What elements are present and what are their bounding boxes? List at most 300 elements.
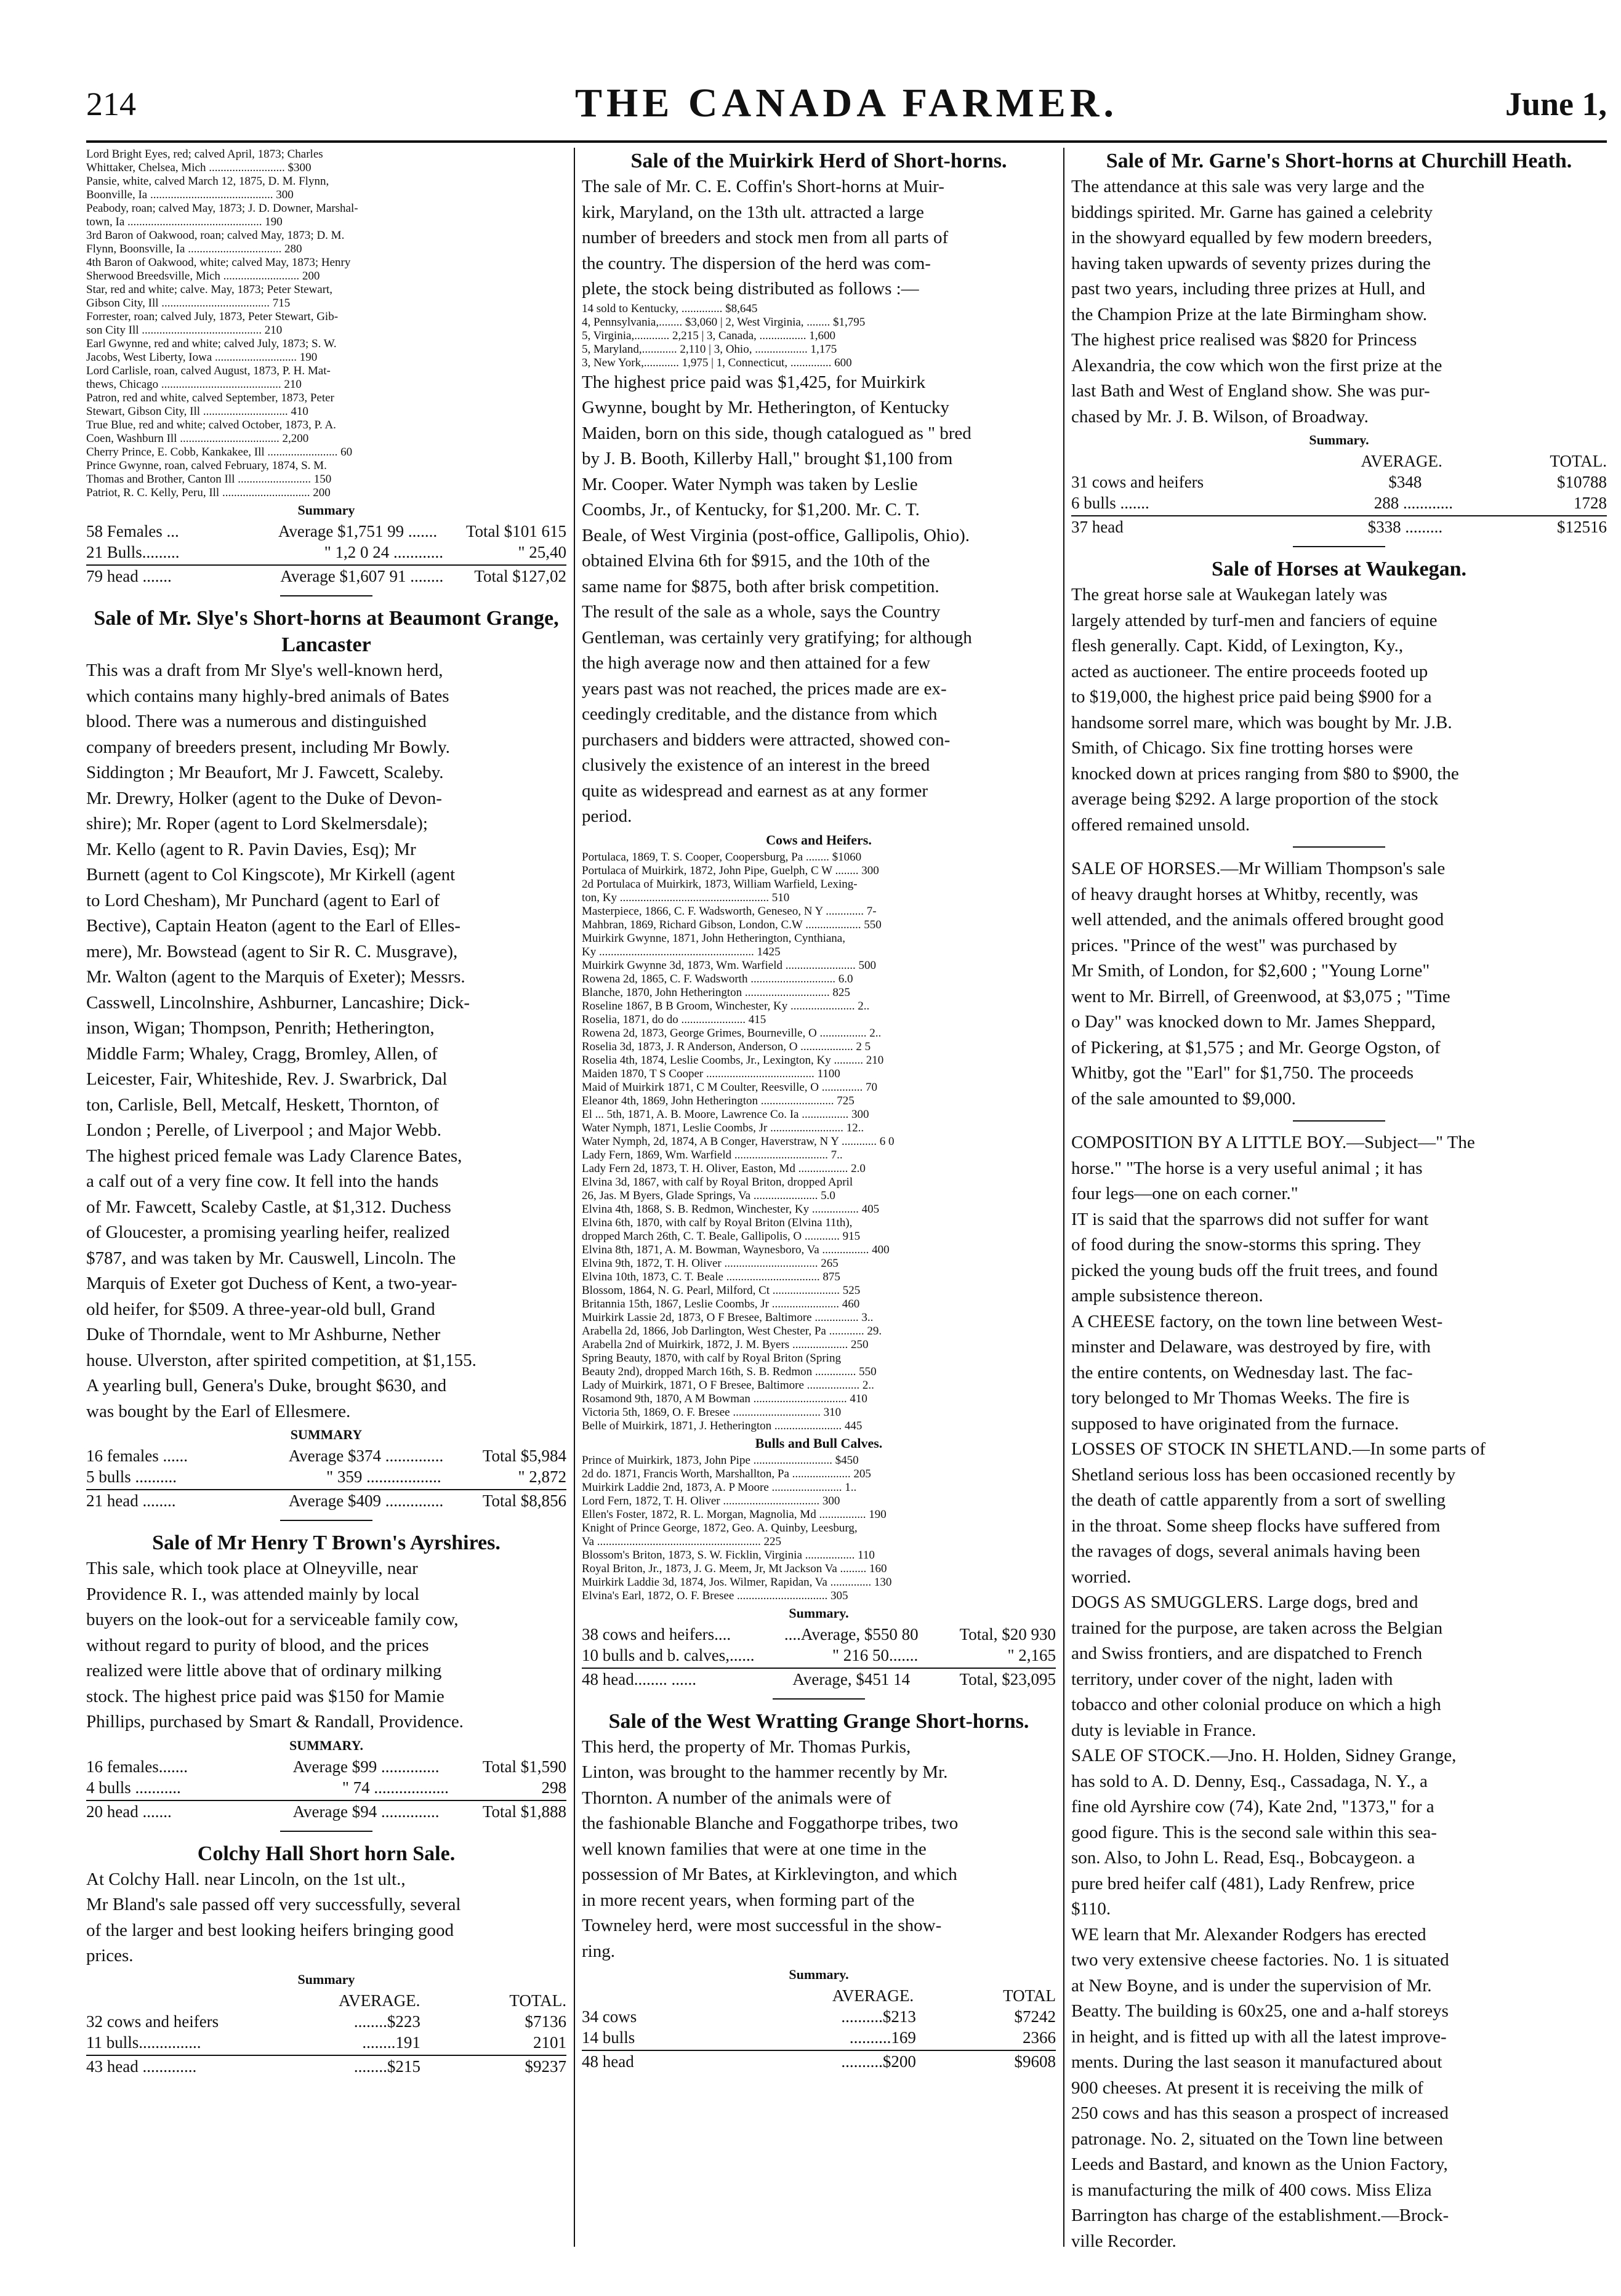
text-line: Pansie, white, calved March 12, 1875, D. M. Flynn, xyxy=(86,175,329,188)
text-line: 900 cheeses. At present it is receiving the milk of xyxy=(1071,2077,1423,2098)
text-line: to $19,000, the highest price paid being $900 for a xyxy=(1071,687,1432,707)
text-line: picked the young buds off the fruit trees, and found xyxy=(1071,1260,1438,1280)
article-body xyxy=(1071,856,1607,1112)
summary-row xyxy=(582,2006,1056,2027)
text-line: Sherwood Breedsville, Mich .......................... 200 xyxy=(86,270,320,283)
text-line: in more recent years, when forming part of the xyxy=(582,1890,915,1910)
text-line: Beauty 2nd), dropped March 16th, S. B. Redmon .............. 550 xyxy=(582,1365,877,1378)
text-line: Arabella 2nd of Muirkirk, 1872, J. M. Byers ................... 250 xyxy=(582,1338,869,1351)
text-line: Maid of Muirkirk 1871, C M Coulter, Reesville, O .............. 70 xyxy=(582,1080,878,1094)
text-line: knocked down at prices ranging from $80 to $900, the xyxy=(1071,763,1459,784)
summary-cell: $9608 xyxy=(1014,2052,1056,2071)
summary-cell: " 216 50....... xyxy=(832,1645,919,1664)
text-line: This herd, the property of Mr. Thomas Purkis, xyxy=(582,1736,911,1757)
text-line: Star, red and white; calve. May, 1873; Peter Stewart, xyxy=(86,283,333,296)
summary-cell: Total $8,856 xyxy=(482,1491,566,1510)
distribution-table xyxy=(582,302,1056,370)
column-rule xyxy=(574,148,575,2247)
text-line: Mr Smith, of London, for $2,600 ; "Young Lorne" xyxy=(1071,961,1430,981)
text-line: without regard to purity of blood, and the prices xyxy=(86,1635,429,1655)
text-line: Prince of Muirkirk, 1873, John Pipe ........................... $450 xyxy=(582,1453,859,1467)
summary-cell: Average $1,607 91 ........ xyxy=(280,567,444,585)
summary-cell: 48 head xyxy=(582,2052,634,2071)
text-line: Victoria 5th, 1869, O. F. Bresee .............................. 310 xyxy=(582,1405,842,1419)
text-line: Mr. Drewry, Holker (agent to the Duke of Devon- xyxy=(86,788,442,808)
text-line: town, Ia .............................................. 190 xyxy=(86,215,283,228)
text-line: dropped March 26th, C. T. Beale, Gallipolis, O ............ 915 xyxy=(582,1229,861,1243)
text-line: A yearling bull, Genera's Duke, brought $630, and xyxy=(86,1376,447,1395)
summary-cell: " 2,165 xyxy=(1007,1645,1056,1664)
text-line: COMPOSITION BY A LITTLE BOY.—Subject—" The xyxy=(1071,1133,1475,1152)
text-line: Thomas and Brother, Canton Ill ......................... 150 xyxy=(86,473,332,486)
newspaper-title: THE CANADA FARMER. xyxy=(575,81,1118,126)
text-line: same name for $875, both after brisk competition. xyxy=(582,576,939,596)
text-line: 4th Baron of Oakwood, white; calved May, 1873; Henry xyxy=(86,256,351,269)
text-line: fine old Ayrshire cow (74), Kate 2nd, "1373," for a xyxy=(1071,1797,1434,1816)
summary-cell: 21 head ........ xyxy=(86,1491,176,1510)
summary-cell: ..........169 xyxy=(849,2028,916,2047)
summary-cell: Total, $23,095 xyxy=(959,1669,1056,1688)
text-line: the high average now and then attained for a few xyxy=(582,653,931,673)
text-line: the death of cattle apparently from a sort of swelling xyxy=(1071,1490,1446,1510)
text-line: Thornton. A number of the animals were of xyxy=(582,1788,891,1808)
text-line: $110. xyxy=(1071,1899,1111,1919)
text-line: Leicester, Fair, Whiteshide, Rev. J. Swarbrick, Dal xyxy=(86,1069,448,1089)
summary-row xyxy=(86,2032,566,2053)
summary-cell: 4 bulls ........... xyxy=(86,1778,181,1797)
article-body xyxy=(1071,582,1607,838)
summary-cell: TOTAL. xyxy=(1550,452,1607,470)
text-line: Blanche, 1870, John Hetherington ............................. 825 xyxy=(582,985,850,999)
summary-cell: 288 ............ xyxy=(1374,494,1454,512)
summary-row xyxy=(86,1445,566,1466)
summary-cell: 5 bulls .......... xyxy=(86,1467,177,1486)
summary-cell: 1728 xyxy=(1573,494,1607,512)
article-body xyxy=(86,1867,566,1969)
summary-row xyxy=(86,2055,566,2077)
text-line: 14 sold to Kentucky, .............. $8,645 xyxy=(582,302,758,315)
text-line: Mr. Cooper. Water Nymph was taken by Leslie xyxy=(582,474,918,494)
text-line: realized were little above that of ordinary milking xyxy=(86,1661,442,1680)
text-line: Linton, was brought to the hammer recently by Mr. xyxy=(582,1762,948,1782)
section-title: Sale of Mr Henry T Brown's Ayrshires. xyxy=(152,1531,501,1554)
text-line: ville Recorder. xyxy=(1071,2231,1177,2251)
summary-cell: Total, $20 930 xyxy=(959,1624,1056,1644)
text-line: in the throat. Some sheep flocks have suffered from xyxy=(1071,1515,1441,1536)
text-line: Mr. Kello (agent to R. Pavin Davies, Esq); Mr xyxy=(86,839,416,859)
text-line: has sold to A. D. Denny, Esq., Cassadaga, N. Y., a xyxy=(1071,1771,1428,1791)
article-body xyxy=(582,174,1056,302)
text-line: Water Nymph, 2d, 1874, A B Conger, Haverstraw, N Y ............ 6 0 xyxy=(582,1134,895,1148)
text-line: quite as widespread and earnest as at any former xyxy=(582,781,928,801)
text-line: 4, Pennsylvania,........ $3,060 | 2, West Virginia, ........ $1,795 xyxy=(582,315,866,329)
text-line: Peabody, roan; calved May, 1873; J. D. Downer, Marshal- xyxy=(86,202,358,215)
text-line: Blossom, 1864, N. G. Pearl, Milford, Ct ....................... 525 xyxy=(582,1283,861,1297)
summary-row xyxy=(582,1645,1056,1666)
text-line: territory, under cover of the night, laden with xyxy=(1071,1669,1393,1689)
text-line: The highest price realised was $820 for Princess xyxy=(1071,330,1417,350)
text-line: Coen, Washburn Ill .................................. 2,200 xyxy=(86,432,309,445)
text-line: Ky ..................................................... 1425 xyxy=(582,945,781,958)
text-line: horse." "The horse is a very useful animal ; it has xyxy=(1071,1158,1423,1178)
text-line: pure bred heifer calf (481), Lady Renfrew, price xyxy=(1071,1873,1415,1893)
text-line: number of breeders and stock men from all parts of xyxy=(582,228,949,247)
summary-row xyxy=(86,1800,566,1822)
text-line: Smith, of Chicago. Six fine trotting horses were xyxy=(1071,738,1413,758)
section-divider xyxy=(86,1511,566,1530)
text-line: Gentleman, was certainly very gratifying; for although xyxy=(582,627,972,648)
text-line: flesh generally. Capt. Kidd, of Lexington, Ky., xyxy=(1071,636,1404,656)
text-line: average being $292. A large proportion of the stock xyxy=(1071,789,1439,809)
text-line: Elvina 10th, 1873, C. T. Beale ................................ 875 xyxy=(582,1270,840,1283)
text-line: o Day" was knocked down to Mr. James Sheppard, xyxy=(1071,1012,1436,1032)
text-line: This sale, which took place at Olneyville, near xyxy=(86,1559,418,1578)
text-line: Portulaca of Muirkirk, 1872, John Pipe, Guelph, C W ........ 300 xyxy=(582,864,879,877)
column-2 xyxy=(582,148,1056,2259)
text-line: Va ........................................................ 225 xyxy=(582,1535,782,1548)
text-line: Alexandria, the cow which won the first prize at the xyxy=(1071,355,1442,375)
text-line: Burnett (agent to Col Kingscote), Mr Kirkell (agent xyxy=(86,865,456,885)
section-title: Colchy Hall Short horn Sale. xyxy=(197,1842,456,1865)
text-line: patronage. No. 2, situated on the Town line between xyxy=(1071,2129,1443,2149)
text-line: of Mr. Fawcett, Scaleby Castle, at $1,312. Duchess xyxy=(86,1197,451,1217)
text-line: house. Ulverston, after spirited competition, at $1,155. xyxy=(86,1350,477,1370)
text-line: London ; Perelle, of Liverpool ; and Major Webb. xyxy=(86,1120,441,1140)
summary-title: Summary. xyxy=(789,1967,849,1982)
text-line: ton, Ky ................................................... 510 xyxy=(582,891,790,904)
text-line: SALE OF STOCK.—Jno. H. Holden, Sidney Grange, xyxy=(1071,1746,1457,1765)
text-line: Elvina 3d, 1867, with calf by Royal Briton, dropped April xyxy=(582,1175,853,1189)
text-line: Prince Gwynne, roan, calved February, 1874, S. M. xyxy=(86,459,327,472)
summary-cell: " 2,872 xyxy=(518,1467,566,1486)
text-line: Lady of Muirkirk, 1871, O F Bresee, Baltimore .................. 2.. xyxy=(582,1378,874,1392)
summary-cell: Average $1,751 99 ....... xyxy=(278,522,438,540)
summary-cell: " 359 .................. xyxy=(326,1467,441,1486)
text-line: two very extensive cheese factories. No. 1 is situated xyxy=(1071,1950,1449,1970)
text-line: stock. The highest price paid was $150 for Mamie xyxy=(86,1686,444,1706)
text-line: ments. During the last season it manufactured about xyxy=(1071,2052,1442,2072)
text-line: Stewart, Gibson City, Ill ............................. 410 xyxy=(86,405,308,418)
text-line: well attended, and the animals offered brought good xyxy=(1071,910,1444,929)
text-line: El ... 5th, 1871, A. B. Moore, Lawrence Co. Ia ................ 300 xyxy=(582,1107,869,1121)
text-line: Maiden 1870, T S Cooper ..................................... 1100 xyxy=(582,1067,840,1080)
text-line: Towneley herd, were most successful in the show- xyxy=(582,1916,942,1935)
text-line: 2d do. 1871, Francis Worth, Marshallton, Pa .................... 205 xyxy=(582,1467,871,1480)
page-header xyxy=(86,80,1607,138)
summary-cell: 37 head xyxy=(1071,518,1124,536)
summary-cell: AVERAGE. xyxy=(339,1991,420,2010)
section-divider xyxy=(1071,537,1607,556)
text-line: the fashionable Blanche and Foggathorpe tribes, two xyxy=(582,1813,959,1833)
text-line: Flynn, Boonsville, Ia ................................ 280 xyxy=(86,243,302,255)
summary-row xyxy=(86,542,566,563)
summary-table xyxy=(86,1990,566,2077)
summary-title: SUMMARY. xyxy=(289,1737,364,1753)
summary-table xyxy=(86,521,566,587)
text-line: largely attended by turf-men and fanciers of equine xyxy=(1071,610,1438,630)
text-line: of Pickering, at $1,575 ; and Mr. George Ogston, of xyxy=(1071,1037,1441,1058)
summary-cell: $7136 xyxy=(525,2012,566,2031)
text-line: Arabella 2d, 1866, Job Darlington, West Chester, Pa ............ 29. xyxy=(582,1324,882,1338)
cows-list xyxy=(582,851,1056,1433)
text-line: biddings spirited. Mr. Garne has gained a celebrity xyxy=(1071,202,1433,222)
summary-cell: 21 Bulls......... xyxy=(86,543,180,561)
text-line: SALE OF HORSES.—Mr William Thompson's sale xyxy=(1071,859,1446,878)
article-body xyxy=(86,1556,566,1735)
text-line: Bective), Captain Heaton (agent to the Earl of Elles- xyxy=(86,916,461,936)
text-line: Jacobs, West Liberty, Iowa ............................ 190 xyxy=(86,351,318,364)
summary-row xyxy=(86,1777,566,1798)
text-line: The result of the sale as a whole, says the Country xyxy=(582,602,941,622)
text-line: Rowena 2d, 1865, C. F. Wadsworth ............................. 6.0 xyxy=(582,972,853,985)
section-title: Sale of the Muirkirk Herd of Short-horns. xyxy=(630,150,1007,172)
text-line: Forrester, roan; calved July, 1873, Peter Stewart, Gib- xyxy=(86,310,339,323)
text-line: buyers on the look-out for a serviceable family cow, xyxy=(86,1610,459,1629)
section-divider xyxy=(1071,1112,1607,1130)
summary-table xyxy=(86,1756,566,1822)
text-line: Knight of Prince George, 1872, Geo. A. Quinby, Leesburg, xyxy=(582,1521,858,1535)
summary-cell: 34 cows xyxy=(582,2007,637,2026)
text-line: Mr Bland's sale passed off very successfully, several xyxy=(86,1895,461,1914)
text-line: The sale of Mr. C. E. Coffin's Short-horns at Muir- xyxy=(582,177,944,196)
text-line: possession of Mr Bates, at Kirklevington, and which xyxy=(582,1864,957,1884)
text-line: of food during the snow-storms this spring. They xyxy=(1071,1235,1422,1254)
text-line: Masterpiece, 1866, C. F. Wadsworth, Geneseo, N Y ............. 7- xyxy=(582,904,877,918)
text-line: offered remained unsold. xyxy=(1071,814,1250,835)
text-line: Earl Gwynne, red and white; calved July, 1873; S. W. xyxy=(86,337,337,350)
column-3 xyxy=(1071,148,1607,2259)
summary-cell: 20 head ....... xyxy=(86,1802,172,1821)
summary-cell: Total $1,888 xyxy=(482,1802,566,1821)
text-line: well known families that were at one time in the xyxy=(582,1839,927,1859)
summary-row xyxy=(86,521,566,542)
text-line: purchasers and bidders were attracted, showed con- xyxy=(582,729,951,750)
summary-row xyxy=(86,564,566,587)
text-line: Leeds and Bastard, and known as the Union Factory, xyxy=(1071,2154,1448,2174)
summary-cell: Average $374 .............. xyxy=(288,1447,444,1465)
text-line: inson, Wigan; Thompson, Penrith; Hetherington, xyxy=(86,1018,435,1038)
text-line: at New Boyne, and is under the supervision of Mr. xyxy=(1071,1975,1432,1996)
text-line: Mahbran, 1869, Richard Gibson, London, C.W ................... 550 xyxy=(582,918,882,931)
text-line: Elvina 8th, 1871, A. M. Bowman, Waynesboro, Va ................ 400 xyxy=(582,1243,890,1256)
text-line: Lady Fern, 1869, Wm. Warfield ................................ 7.. xyxy=(582,1148,843,1162)
text-line: Roselia 3d, 1873, J. R Anderson, Anderson, O .................. 2 5 xyxy=(582,1040,871,1053)
text-line: in the showyard equalled by few modern breeders, xyxy=(1071,228,1433,247)
text-line: chased by Mr. J. B. Wilson, of Broadway. xyxy=(1071,406,1369,427)
text-line: Whitby, got the "Earl" for $1,750. The proceeds xyxy=(1071,1063,1414,1083)
text-line: Providence R. I., was attended mainly by local xyxy=(86,1584,420,1604)
text-line: Elvina's Earl, 1872, O. F. Bresee ............................... 305 xyxy=(582,1589,848,1602)
summary-title: Summary. xyxy=(789,1605,849,1621)
header-rule xyxy=(86,140,1607,143)
text-line: years past was not reached, the prices made are ex- xyxy=(582,678,947,699)
text-line: went to Mr. Birrell, of Greenwood, at $3,075 ; "Time xyxy=(1071,986,1450,1006)
summary-cell: 10 bulls and b. calves,...... xyxy=(582,1645,755,1664)
text-line: the entire contents, on Wednesday last. The fac- xyxy=(1071,1362,1413,1383)
summary-row xyxy=(1071,472,1607,492)
text-line: 3rd Baron of Oakwood, roan; calved May, 1873; D. M. xyxy=(86,229,345,242)
summary-cell: $348 xyxy=(1388,473,1422,491)
section-divider xyxy=(86,587,566,605)
summary-cell: TOTAL xyxy=(1003,1986,1056,2005)
text-line: Belle of Muirkirk, 1871, J. Hetherington ....................... 445 xyxy=(582,1419,863,1432)
text-line: Water Nymph, 1871, Leslie Coombs, Jr ......................... 12.. xyxy=(582,1121,864,1134)
text-line: which contains many highly-bred animals of Bates xyxy=(86,686,449,706)
text-line: Gwynne, bought by Mr. Hetherington, of Kentucky xyxy=(582,398,949,417)
text-line: Boonville, Ia .......................................... 300 xyxy=(86,188,294,201)
issue-date: June 1, xyxy=(1505,86,1607,122)
text-line: At Colchy Hall. near Lincoln, on the 1st ult., xyxy=(86,1869,406,1889)
summary-cell: $338 ......... xyxy=(1367,518,1443,536)
text-line: Rosamond 9th, 1870, A M Bowman ................................ 410 xyxy=(582,1392,867,1405)
text-line: mere), Mr. Bowstead (agent to Sir R. C. Musgrave), xyxy=(86,941,458,961)
text-line: ample subsistence thereon. xyxy=(1071,1286,1263,1306)
text-line: plete, the stock being distributed as follows :— xyxy=(582,279,919,299)
text-line: good figure. This is the second sale within this sea- xyxy=(1071,1822,1437,1842)
column-1 xyxy=(86,148,566,2259)
summary-cell: Average $94 .............. xyxy=(292,1802,440,1821)
text-line: duty is leviable in France. xyxy=(1071,1720,1257,1740)
text-line: thews, Chicago ......................................... 210 xyxy=(86,378,302,391)
text-line: DOGS AS SMUGGLERS. Large dogs, bred and xyxy=(1071,1592,1418,1612)
text-line: Ellen's Foster, 1872, R. L. Morgan, Magnolia, Md ................ 190 xyxy=(582,1507,887,1521)
summary-cell: " 1,2 0 24 ............ xyxy=(324,543,443,561)
text-line: prices. "Prince of the west" was purchased by xyxy=(1071,935,1398,955)
summary-cell: $7242 xyxy=(1014,2007,1056,2026)
summary-cell: AVERAGE. xyxy=(1361,452,1442,470)
bulls-list xyxy=(582,1454,1056,1603)
text-line: tobacco and other colonial produce on which a high xyxy=(1071,1695,1441,1714)
text-line: Cherry Prince, E. Cobb, Kankakee, Ill ........................ 60 xyxy=(86,446,353,459)
text-line: Roseline 1867, B B Groom, Winchester, Ky ...................... 2.. xyxy=(582,999,870,1013)
summary-cell: 14 bulls xyxy=(582,2028,635,2047)
text-line: the Champion Prize at the late Birmingham show. xyxy=(1071,304,1428,324)
text-line: Lord Fern, 1872, T. H. Oliver ................................. 300 xyxy=(582,1494,840,1507)
text-line: The great horse sale at Waukegan lately was xyxy=(1071,585,1388,604)
text-line: The highest price paid was $1,425, for Muirkirk xyxy=(582,372,926,392)
summary-row xyxy=(86,1489,566,1511)
text-line: Phillips, purchased by Smart & Randall, Providence. xyxy=(86,1712,464,1732)
text-line: 5, Virginia,............ 2,215 | 3, Canada, ................ 1,600 xyxy=(582,329,836,342)
summary-cell: 11 bulls............... xyxy=(86,2033,201,2052)
summary-cell: AVERAGE. xyxy=(832,1986,914,2005)
text-line: supposed to have originated from the furnace. xyxy=(1071,1413,1399,1434)
section-title: Sale of the West Wratting Grange Short-horns. xyxy=(608,1709,1029,1733)
text-line: to Lord Chesham), Mr Punchard (agent to Earl of xyxy=(86,890,440,910)
text-line: Roselia, 1871, do do ...................... 415 xyxy=(582,1013,766,1026)
summary-cell: 16 females....... xyxy=(86,1757,188,1776)
summary-cell: Total $5,984 xyxy=(482,1447,566,1465)
text-line: last Bath and West of England show. She was pur- xyxy=(1071,381,1430,401)
summary-cell: 6 bulls ....... xyxy=(1071,494,1149,512)
text-line: old heifer, for $509. A three-year-old bull, Grand xyxy=(86,1299,435,1319)
summary-row xyxy=(86,2011,566,2032)
summary-cell: ........$223 xyxy=(353,2012,420,2031)
text-line: 250 cows and has this season a prospect of increased xyxy=(1071,2103,1449,2123)
summary-cell: 48 head........ ...... xyxy=(582,1669,696,1688)
text-line: Shetland serious loss has been occasioned recently by xyxy=(1071,1464,1456,1485)
article-body xyxy=(86,658,566,1424)
text-line: Whittaker, Chelsea, Mich .......................... $300 xyxy=(86,161,312,174)
article-body xyxy=(1071,174,1607,430)
summary-cell xyxy=(86,1990,249,2011)
summary-cell: 298 xyxy=(541,1778,566,1797)
summary-cell: Average $99 .............. xyxy=(292,1757,440,1776)
summary-cell: ..........$200 xyxy=(841,2052,916,2071)
summary-cell: Average $409 .............. xyxy=(288,1491,444,1510)
text-line: prices. xyxy=(86,1946,134,1965)
section-title: Sale of Horses at Waukegan. xyxy=(1211,558,1466,580)
subsection-title: Cows and Heifers. xyxy=(766,832,872,848)
text-line: son. Also, to John L. Read, Esq., Bobcaygeon. a xyxy=(1071,1848,1415,1868)
summary-row xyxy=(86,1756,566,1777)
text-line: Patron, red and white, calved September, 1873, Peter xyxy=(86,391,334,404)
article-body xyxy=(582,1735,1056,1965)
summary-row xyxy=(582,1624,1056,1645)
text-line: kirk, Maryland, on the 13th ult. attracted a large xyxy=(582,202,924,222)
text-line: having taken upwards of seventy prizes during the xyxy=(1071,253,1431,273)
text-line: Muirkirk Lassie 2d, 1873, O F Bresee, Baltimore ............... 3.. xyxy=(582,1311,874,1324)
summary-cell: ....Average, $550 80 xyxy=(784,1624,919,1644)
summary-cell: 38 cows and heifers.... xyxy=(582,1624,731,1644)
text-line: The highest priced female was Lady Clarence Bates, xyxy=(86,1146,462,1166)
text-line: minster and Delaware, was destroyed by fire, with xyxy=(1071,1337,1431,1357)
text-line: ceedingly creditable, and the distance from which xyxy=(582,704,938,724)
text-line: Blossom's Briton, 1873, S. W. Ficklin, Virginia ................. 110 xyxy=(582,1548,875,1562)
summary-cell xyxy=(1071,451,1253,472)
text-line: of Gloucester, a promising yearling heifer, realized xyxy=(86,1222,450,1242)
text-line: past two years, including three prizes at Hull, and xyxy=(1071,279,1426,299)
text-line: Beale, of West Virginia (post-office, Gallipolis, Ohio). xyxy=(582,525,970,545)
text-line: The attendance at this sale was very large and the xyxy=(1071,177,1425,196)
text-line: was bought by the Earl of Ellesmere. xyxy=(86,1401,351,1421)
summary-row xyxy=(582,2027,1056,2048)
summary-cell: ........$215 xyxy=(353,2057,420,2076)
text-line: acted as auctioneer. The entire proceeds footed up xyxy=(1071,661,1428,681)
summary-cell: TOTAL. xyxy=(509,1991,566,2010)
text-line: Marquis of Exeter got Duchess of Kent, a two-year- xyxy=(86,1274,457,1293)
summary-cell: Total $127,02 xyxy=(474,567,566,585)
summary-table xyxy=(582,1624,1056,1690)
text-line: Muirkirk Laddie 2nd, 1873, A. P Moore ........................ 1.. xyxy=(582,1480,857,1494)
summary-cell: $9237 xyxy=(525,2057,566,2076)
page-number: 214 xyxy=(86,86,136,122)
text-line: ton, Carlisle, Bell, Metcalf, Heskett, Thornton, of xyxy=(86,1094,439,1115)
text-line: in height, and is fitted up with all the latest improve- xyxy=(1071,2026,1447,2047)
summary-row xyxy=(1071,492,1607,513)
summary-cell: ..........$213 xyxy=(841,2007,916,2026)
summary-row xyxy=(86,1466,566,1487)
text-line: Casswell, Lincolnshire, Ashburner, Lancashire; Dick- xyxy=(86,992,470,1013)
text-line: A CHEESE factory, on the town line between West- xyxy=(1071,1311,1443,1331)
section-divider xyxy=(1071,838,1607,856)
article-body xyxy=(582,370,1056,830)
section-divider xyxy=(582,1690,1056,1708)
text-line: Patriot, R. C. Kelly, Peru, Ill .............................. 200 xyxy=(86,486,331,499)
text-line: IT is said that the sparrows did not suffer for want xyxy=(1071,1209,1429,1229)
subsection-title: Bulls and Bull Calves. xyxy=(755,1435,883,1451)
text-line: Roselia 4th, 1874, Leslie Coombs, Jr., Lexington, Ky .......... 210 xyxy=(582,1053,884,1067)
text-line: shire); Mr. Roper (agent to Lord Skelmersdale); xyxy=(86,814,428,833)
text-line: Royal Briton, Jr., 1873, J. G. Meem, Jr, Mt Jackson Va ......... 160 xyxy=(582,1562,887,1575)
text-line: Middle Farm; Whaley, Cragg, Bromley, Allen, of xyxy=(86,1043,438,1064)
summary-cell: " 74 .................. xyxy=(342,1778,449,1797)
text-line: of heavy draught horses at Whitby, recently, was xyxy=(1071,884,1418,904)
text-line: Muirkirk Gwynne 3d, 1873, Wm. Warfield ........................ 500 xyxy=(582,958,876,972)
text-line: LOSSES OF STOCK IN SHETLAND.—In some parts of xyxy=(1071,1439,1486,1459)
summary-title: Summary xyxy=(297,1971,355,1987)
text-line: Coombs, Jr., of Kentucky, for $1,200. Mr. C. T. xyxy=(582,500,920,520)
